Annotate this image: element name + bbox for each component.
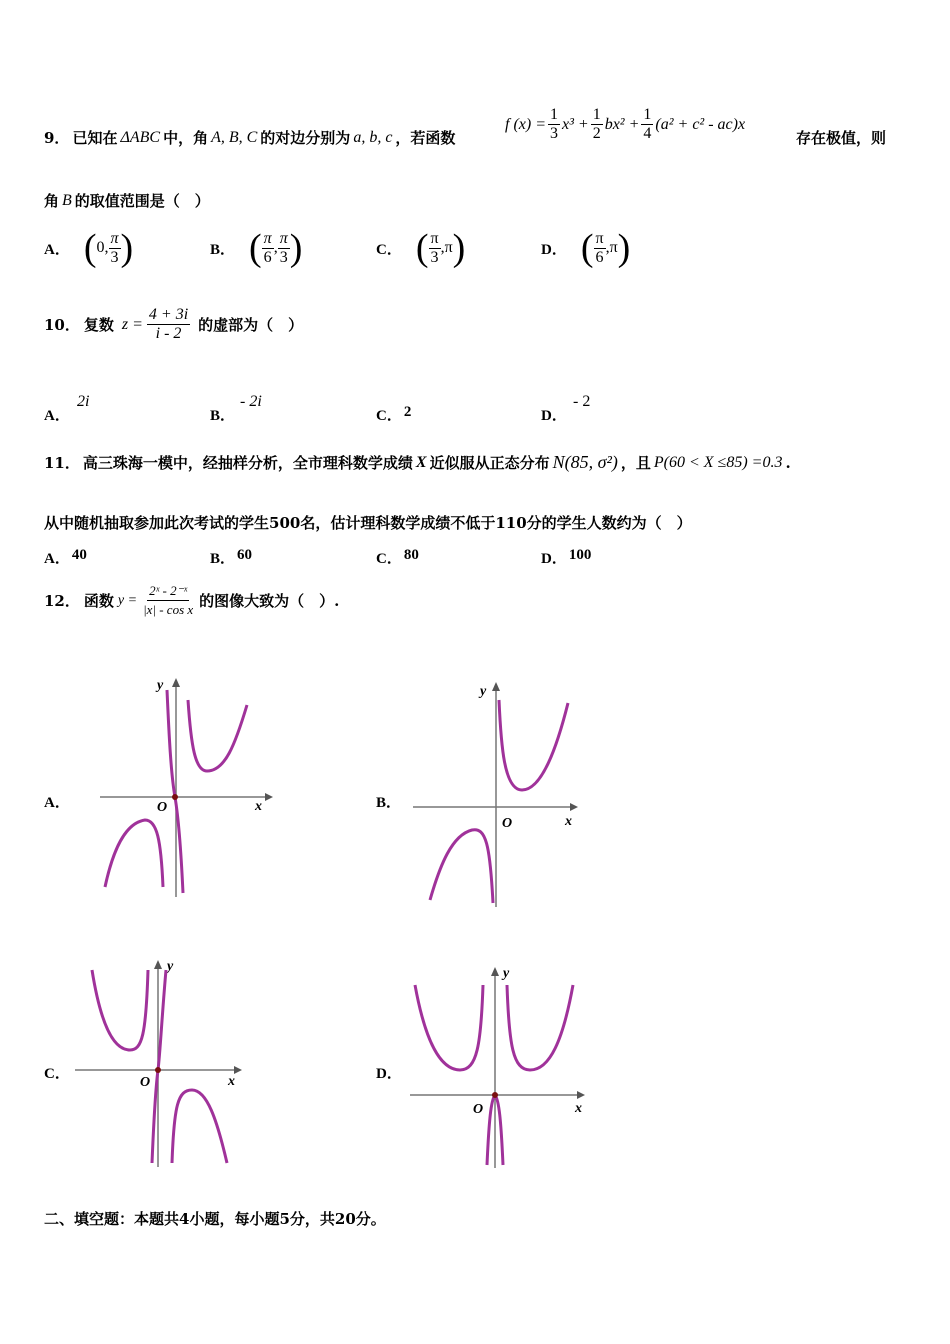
q9-function: f (x) = $\frac{1}{3}$ x³ + $\frac{1}{2}$ bx² + $\frac{1}{4}$ (a² + c² - ac)x: [505, 106, 746, 142]
q9-sides: a, b, c: [353, 128, 393, 146]
q10-option-d[interactable]: D． - 2: [541, 393, 591, 424]
svg-text:x: x: [575, 1101, 582, 1116]
q9-option-b[interactable]: B． ( $\frac{\pi}{6}$ , $\frac{\pi}{3}$ ): [210, 227, 303, 269]
svg-text:y: y: [157, 678, 164, 693]
question-11: 11． 高三珠海一模中，经抽样分析，全市理科数学成绩 X 近似服从正态分布 N(85, σ²) ，且 P(60 < X ≤85) =0.3 .: [44, 452, 791, 472]
q12-option-d-label[interactable]: D．: [376, 1066, 402, 1082]
svg-text:O: O: [140, 1075, 151, 1090]
q12-graph-a[interactable]: [95, 675, 275, 900]
q11-line2: 从中随机抽取参加此次考试的学生500名，估计理科数学成绩不低于110分的学生人数约为（ ）: [44, 514, 692, 532]
question-10: 10． 复数 z = $\frac{4 + 3i}{i - 2}$ 的虚部为（ ）: [44, 306, 304, 342]
svg-text:O: O: [473, 1102, 484, 1117]
q10-option-b[interactable]: B． - 2i: [210, 393, 262, 424]
q10-option-a[interactable]: A． 2i: [44, 393, 90, 424]
q12-option-b-label[interactable]: B．: [376, 795, 402, 811]
q11-number: 11．: [44, 454, 80, 472]
svg-text:y: y: [503, 966, 510, 981]
q12-graph-d[interactable]: [405, 960, 590, 1170]
svg-text:x: x: [565, 814, 572, 829]
q10-option-c[interactable]: C． 2: [376, 404, 412, 424]
q9-text: 已知在: [72, 129, 118, 147]
svg-text:O: O: [157, 800, 168, 815]
q11-option-b[interactable]: B． 60: [210, 547, 253, 567]
q9-angles: A, B, C: [211, 128, 258, 146]
svg-text:y: y: [480, 684, 487, 699]
q9-number: 9．: [44, 129, 70, 147]
svg-text:x: x: [255, 799, 262, 814]
q9-option-c[interactable]: C． ( $\frac{\pi}{3}$ ,π ): [376, 227, 466, 269]
q11-option-c[interactable]: C． 80: [376, 547, 419, 567]
svg-text:x: x: [228, 1074, 235, 1089]
svg-text:y: y: [167, 959, 174, 974]
svg-text:O: O: [502, 816, 513, 831]
q12-option-c-label[interactable]: C．: [44, 1066, 70, 1082]
q9-option-d[interactable]: D． ( $\frac{\pi}{6}$ ,π ): [541, 227, 631, 269]
q11-option-d[interactable]: D． 100: [541, 547, 592, 567]
q12-number: 12．: [44, 592, 80, 610]
q12-graph-b[interactable]: [410, 675, 585, 910]
q12-option-a-label[interactable]: A．: [44, 795, 70, 811]
section-2-heading: 二、填空题：本题共4小题，每小题5分，共20分。: [44, 1210, 386, 1228]
question-12: 12． 函数 y = $\frac{\text{2ˣ - 2⁻ˣ}}{\text{|x| - cos x}}$ 的图像大致为（ ）.: [44, 583, 340, 617]
q9-option-a[interactable]: A． ( 0, $\frac{\pi}{3}$ ): [44, 227, 134, 269]
question-9: 9． 已知在 ΔABC 中，角 A, B, C 的对边分别为 a, b, c ，若函数 f (x) = $\frac{1}{3}$ x³ + $\frac{1}{2}$ bx² + $\frac{1}{4}$ (a² + c² - ac)x 存在极值，则 角 B 的取值范围是（ ）: [44, 106, 887, 210]
q11-option-a[interactable]: A． 40: [44, 547, 87, 567]
q9-triangle: ΔABC: [120, 128, 161, 146]
q12-graph-c[interactable]: [72, 955, 252, 1170]
q10-number: 10．: [44, 316, 80, 334]
